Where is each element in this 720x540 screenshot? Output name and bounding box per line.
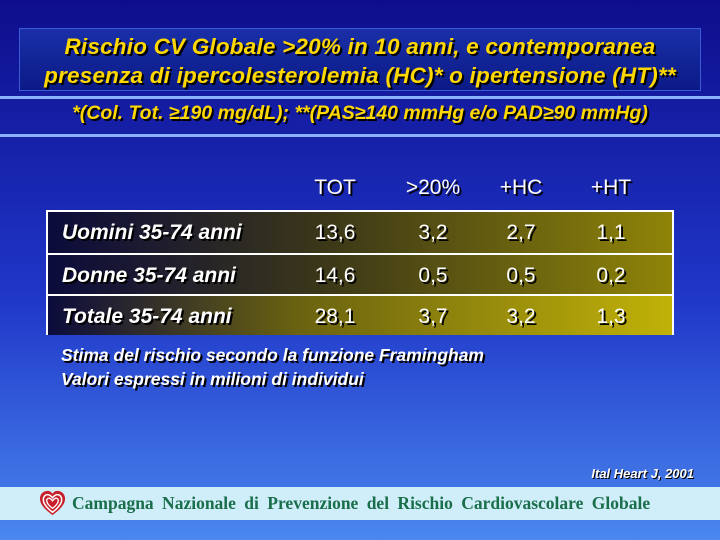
cell-ht: 1,1 (596, 221, 626, 244)
data-table (46, 210, 674, 335)
cell-risk: 3,7 (418, 305, 448, 328)
column-header-tot: TOT (314, 176, 356, 199)
column-header-risk: >20% (405, 176, 461, 199)
slide-title (19, 28, 701, 91)
footer-bar (0, 487, 720, 520)
column-header-hc: +HC (499, 176, 543, 199)
cell-risk: 0,5 (418, 264, 448, 287)
cell-hc: 2,7 (506, 221, 536, 244)
title-line-1: Rischio CV Globale >20% in 10 anni, e contemporanea (64, 34, 656, 59)
cell-ht: 1,3 (596, 305, 626, 328)
footer-campaign-text: Campagna Nazionale di Prevenzione del Rischio Cardiovascolare Globale (72, 493, 651, 513)
row-label: Uomini 35-74 anni (62, 221, 242, 244)
table-row (48, 294, 672, 335)
title-line-2: presenza di ipercolesterolemia (HC)* o ipertensione (HT)** (44, 63, 676, 88)
table-row (48, 253, 672, 294)
cell-ht: 0,2 (596, 264, 626, 287)
table-row (48, 212, 672, 253)
row-label: Totale 35-74 anni (62, 305, 232, 328)
divider-bottom (0, 134, 720, 137)
cell-hc: 3,2 (506, 305, 536, 328)
cell-tot: 13,6 (314, 221, 356, 244)
cell-tot: 28,1 (314, 305, 356, 328)
divider-top (0, 96, 720, 99)
note-units: Valori espressi in milioni di individui (61, 369, 364, 389)
cell-hc: 0,5 (506, 264, 536, 287)
heart-logo-icon (38, 489, 67, 518)
citation: Ital Heart J, 2001 (591, 466, 694, 481)
cell-tot: 14,6 (314, 264, 356, 287)
row-label: Donne 35-74 anni (62, 264, 236, 287)
definition-footnote: *(Col. Tot. ≥190 mg/dL); **(PAS≥140 mmHg e/o PAD≥90 mmHg) (72, 102, 648, 124)
cell-risk: 3,2 (418, 221, 448, 244)
column-header-ht: +HT (590, 176, 632, 199)
note-method: Stima del rischio secondo la funzione Framingham (61, 345, 484, 365)
